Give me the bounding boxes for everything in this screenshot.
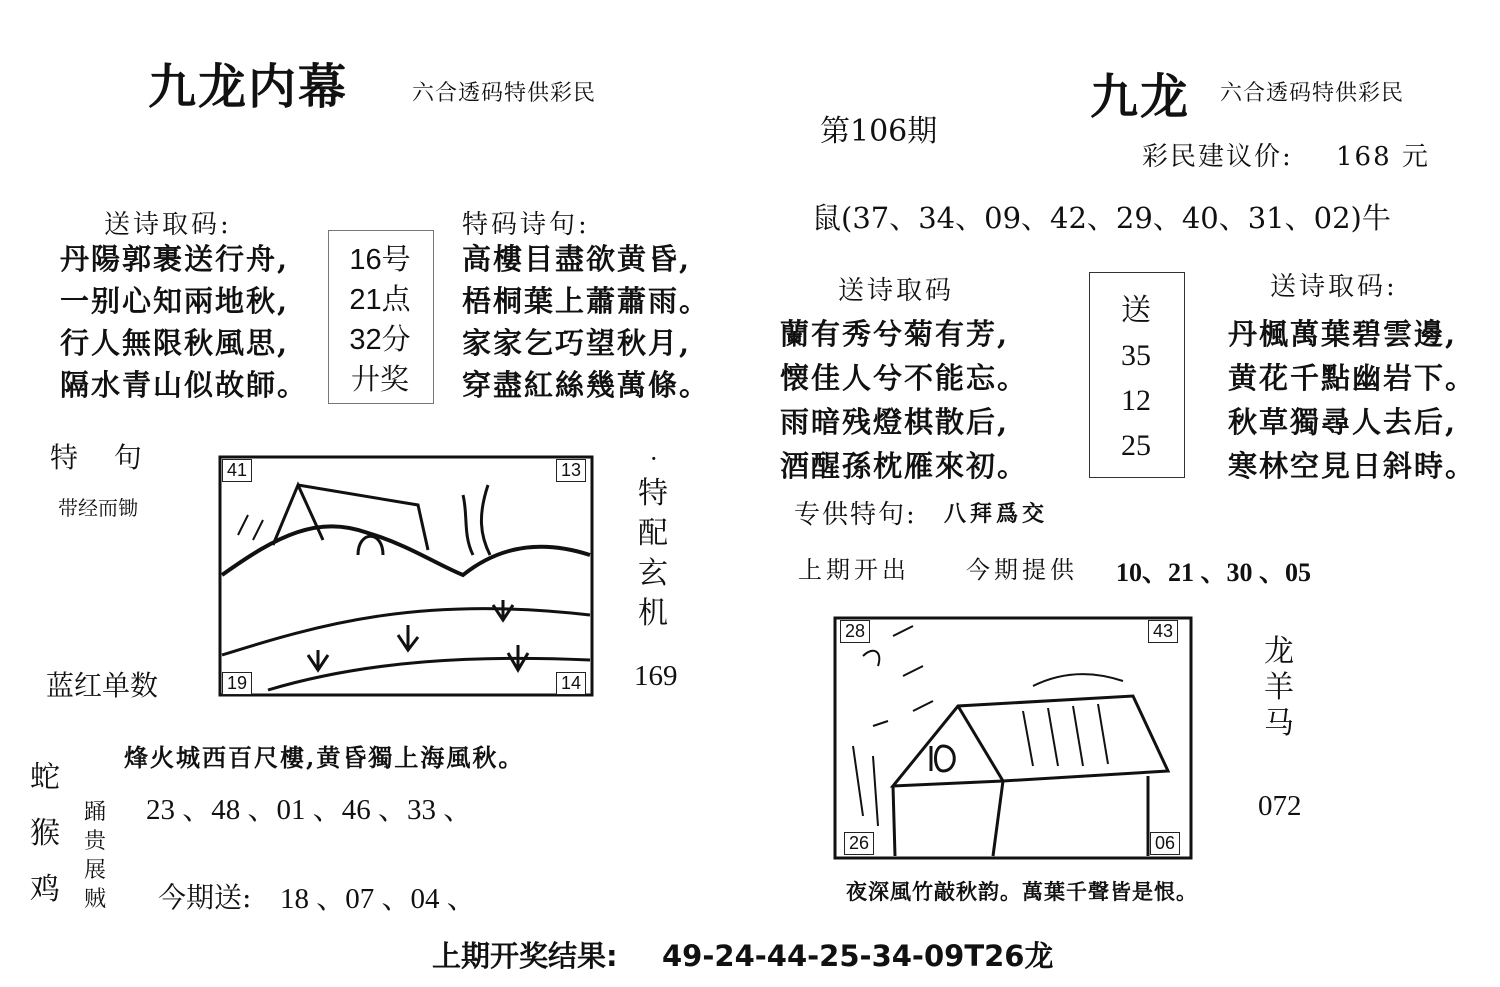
tepei-vertical xyxy=(636,474,670,634)
jinqi-tigong-numbers: 10、21 、30 、05 xyxy=(1116,558,1312,587)
image-number-tag: 06 xyxy=(1150,832,1180,855)
right-center-box-text xyxy=(1092,288,1180,468)
issue-number: 第106期 xyxy=(820,114,938,149)
result-value: 49-24-44-25-34-09T26龙 xyxy=(662,939,1054,973)
price-value: 168 元 xyxy=(1336,142,1430,172)
vertical-char: 配 xyxy=(638,516,668,551)
right-subtitle: 六合透码特供彩民 xyxy=(1220,81,1405,106)
shangqi-label: 上期开出 xyxy=(798,556,910,584)
left-zodiac-vertical xyxy=(28,750,62,918)
zodiac-char: 龙 xyxy=(1264,634,1294,669)
jinqi-tigong-label: 今期提供 xyxy=(966,556,1078,584)
right-sketch-image xyxy=(833,616,1193,862)
side-dot: · xyxy=(650,445,658,473)
price-label: 彩民建议价: xyxy=(1142,142,1293,172)
poem-line: 蘭有秀兮菊有芳, xyxy=(780,317,1010,351)
vertical-char: 贼 xyxy=(83,887,106,912)
poem-line: 行人無限秋風思, xyxy=(60,326,290,360)
poem-line: 丹楓萬葉碧雲邊, xyxy=(1228,317,1458,351)
vertical-char: 展 xyxy=(83,858,106,883)
lanhong-label: 蓝红单数 xyxy=(46,669,159,702)
poem-line: 梧桐葉上蕭蕭雨。 xyxy=(462,284,711,318)
poem-line: 黄花千點幽岩下。 xyxy=(1228,361,1477,395)
vertical-char: 踊 xyxy=(83,800,106,825)
image-number-tag: 13 xyxy=(556,459,586,482)
right-zodiac-vertical xyxy=(1262,634,1296,742)
zodiac-char: 羊 xyxy=(1264,670,1294,705)
vertical-char: 玄 xyxy=(638,556,668,591)
result-label: 上期开奖结果: xyxy=(432,939,618,973)
left-poem-line: 烽火城西百尺樓,黄昏獨上海風秋。 xyxy=(124,743,525,772)
jinqi-numbers: 18 、07 、04 、 xyxy=(280,883,476,915)
poem-line: 丹陽郭裹送行舟, xyxy=(60,242,290,276)
left-subtitle: 六合透码特供彩民 xyxy=(412,81,597,106)
zhuangong-label: 专供特句: xyxy=(794,500,917,530)
box-line: 12 xyxy=(1121,384,1151,417)
zodiac-char: 马 xyxy=(1264,706,1294,741)
zhuangong-value: 八拜爲交 xyxy=(944,501,1049,527)
zodiac-char: 猴 xyxy=(30,816,60,851)
tema-heading: 特码诗句: xyxy=(462,210,590,240)
image-number-tag: 19 xyxy=(222,672,252,695)
right-poem-left xyxy=(780,312,1028,488)
number-072: 072 xyxy=(1258,790,1302,822)
image-number-tag: 43 xyxy=(1148,620,1178,643)
poem-line: 寒林空見日斜時。 xyxy=(1228,449,1477,483)
shu-niu-row: 鼠(37、34、09、42、29、40、31、02)牛 xyxy=(812,201,1391,235)
right-poem-line: 夜深風竹敲秋韵。萬葉千聲皆是恨。 xyxy=(846,879,1198,904)
poem-line: 雨暗残燈棋散后, xyxy=(780,405,1010,439)
box-line: 21点 xyxy=(349,284,411,316)
left-center-box-text xyxy=(340,240,420,400)
poem-line: 家家乞巧望秋月, xyxy=(462,326,692,360)
box-line: 25 xyxy=(1121,429,1151,462)
right-poem-heading-right: 送诗取码: xyxy=(1270,272,1398,302)
left-poem-heading: 送诗取码: xyxy=(104,210,232,240)
zodiac-char: 鸡 xyxy=(30,872,60,907)
poem-line: 穿盡紅絲幾萬條。 xyxy=(462,368,711,402)
left-title: 九龙内幕 xyxy=(148,59,349,115)
poem-line: 秋草獨尋人去后, xyxy=(1228,405,1458,439)
tema-poem xyxy=(462,238,710,406)
vertical-char: 特 xyxy=(638,476,668,511)
small-vertical xyxy=(80,798,110,914)
right-poem-heading-left: 送诗取码 xyxy=(838,276,955,306)
image-number-tag: 28 xyxy=(840,620,870,643)
vertical-char: 贵 xyxy=(83,829,106,854)
teju-label: 特 句 xyxy=(50,441,148,474)
box-line: 35 xyxy=(1121,339,1151,372)
image-number-tag: 41 xyxy=(222,459,252,482)
jinqi-label: 今期送: xyxy=(158,881,252,914)
poem-line: 高樓目盡欲黄昏, xyxy=(462,242,692,276)
poem-line: 懐佳人兮不能忘。 xyxy=(780,361,1029,395)
teju-value: 带经而锄 xyxy=(58,496,138,520)
poem-line: 酒醒孫枕雁來初。 xyxy=(780,449,1029,483)
box-line: 送 xyxy=(1121,294,1151,327)
poem-line: 一别心知兩地秋, xyxy=(60,284,290,318)
box-line: 32分 xyxy=(349,324,411,356)
box-line: 廾奖 xyxy=(350,364,409,396)
right-poem-right xyxy=(1228,312,1476,488)
number-169: 169 xyxy=(634,660,678,692)
poem-line: 隔水青山似故師。 xyxy=(60,368,309,402)
vertical-char: 机 xyxy=(638,596,668,631)
zodiac-char: 蛇 xyxy=(30,760,60,795)
left-poem xyxy=(60,238,308,406)
image-number-tag: 14 xyxy=(556,672,586,695)
left-numbers-row: 23 、48 、01 、46 、33 、 xyxy=(146,794,473,826)
right-title: 九龙 xyxy=(1090,69,1191,125)
image-number-tag: 26 xyxy=(844,832,874,855)
left-sketch-image xyxy=(218,455,594,700)
box-line: 16号 xyxy=(349,244,411,276)
